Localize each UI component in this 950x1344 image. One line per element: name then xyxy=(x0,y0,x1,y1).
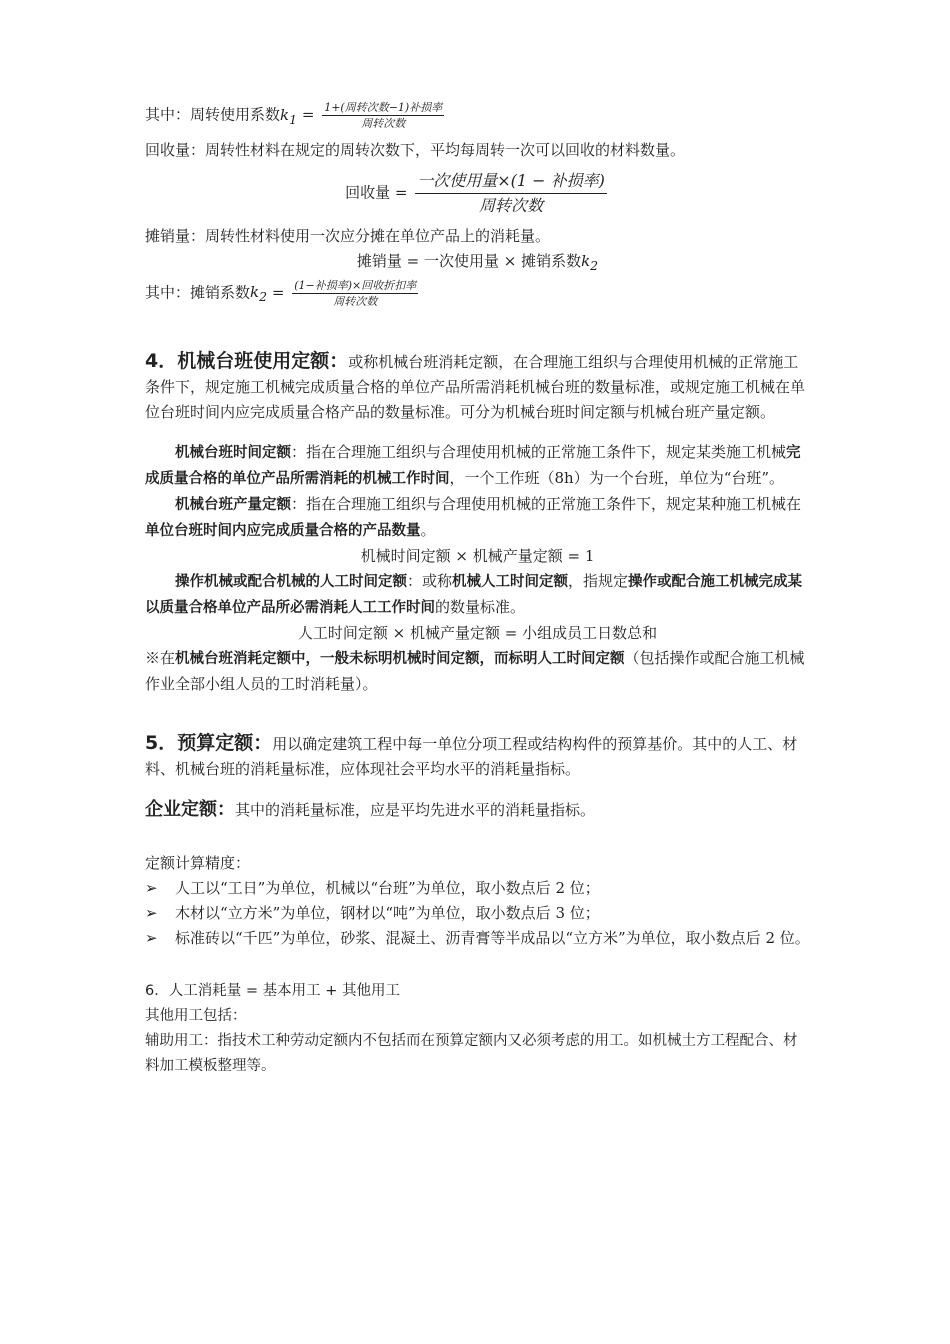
section-6-line-1: 6．人工消耗量 = 基本用工 + 其他用工 xyxy=(145,983,400,999)
note-text-1: ※在 xyxy=(145,649,176,667)
k1-symbol: $k_1$ xyxy=(280,105,298,127)
equation-2: 人工时间定额 × 机械产量定额 = 小组成员工日数总和 xyxy=(297,624,658,642)
machine-output-quota xyxy=(145,492,810,544)
enterprise-quota-heading: 企业定额： xyxy=(145,799,235,820)
k2-label: 其中：摊销系数 xyxy=(145,283,251,301)
k2-numerator: (1−补损率)×回收折扣率 xyxy=(294,278,417,292)
section-6-line-3: 辅助用工：指技术工种劳动定额内不包括而在预算定额内又必须考虑的用工。如机械土方工程配合、材料加工模板整理等。 xyxy=(145,1033,798,1074)
note-bold: 机械台班消耗定额中，一般未标明机械时间定额，而标明人工时间定额 xyxy=(175,651,625,667)
section-6 xyxy=(145,979,810,1079)
k2-fraction xyxy=(292,278,418,309)
recovery-numerator: 一次使用量×(1 − 补损率) xyxy=(415,169,607,194)
k2-symbol-2: $k_2$ xyxy=(250,283,268,304)
document-page xyxy=(145,100,810,1079)
list-item xyxy=(145,926,810,951)
list-item-text: 标准砖以“千匹”为单位，砂浆、混凝土、沥青膏等半成品以“立方米”为单位，取小数点后 2 位。 xyxy=(175,929,810,947)
section-6-line-2: 其他用工包括： xyxy=(145,1008,247,1024)
machine-time-text-2: ，一个工作班（8h）为一个台班，单位为“台班”。 xyxy=(449,469,785,487)
section-4-heading: 4．机械台班使用定额： xyxy=(145,350,349,372)
machine-time-bold: 完成质量合格的单位产品所需消耗的机械工作时间 xyxy=(145,445,801,487)
machine-output-text-2: 。 xyxy=(420,521,436,539)
list-item-text: 人工以“工日”为单位，机械以“台班”为单位，取小数点后 2 位； xyxy=(175,879,600,897)
machine-time-quota xyxy=(145,440,810,492)
amortization-formula xyxy=(145,249,810,278)
k1-denominator: 周转次数 xyxy=(361,117,406,130)
amortization-definition: 摊销量：周转性材料使用一次应分摊在单位产品上的消耗量。 xyxy=(145,226,551,245)
labor-bold-1: 机械人工时间定额 xyxy=(452,574,569,590)
list-item-text: 木材以“立方米”为单位，钢材以“吨”为单位，取小数点后 3 位； xyxy=(175,904,600,922)
k1-numerator: 1+(周转次数−1)补损率 xyxy=(324,101,443,114)
section-4-note xyxy=(145,646,810,697)
k1-formula-line xyxy=(145,100,810,132)
machine-output-term: 机械台班产量定额 xyxy=(175,497,291,513)
section-5 xyxy=(145,731,810,823)
k1-label: 其中：周转使用系数 xyxy=(145,105,281,124)
k1-fraction xyxy=(322,100,444,131)
machine-output-bold: 单位台班时间内应完成质量合格的产品数量 xyxy=(145,523,421,539)
recovery-formula xyxy=(145,169,810,218)
labor-time-quota xyxy=(145,569,810,621)
k2-symbol: $k_2$ xyxy=(581,251,599,273)
recovery-denominator: 周转次数 xyxy=(479,195,544,215)
arrow-bullet-icon: ➢ xyxy=(145,929,158,947)
list-item xyxy=(145,876,810,901)
machine-output-text-1: ：指在合理施工组织与合理使用机械的正常施工条件下，规定某种施工机械在 xyxy=(291,495,802,513)
recovery-definition: 回收量：周转性材料在规定的周转次数下，平均每周转一次可以回收的材料数量。 xyxy=(145,140,686,159)
note-text-2: （包括操作或配合施工机械作业全部小组人员的工时消耗量）。 xyxy=(145,649,805,693)
labor-text-1: ：或称 xyxy=(407,572,453,590)
section-4-intro-text: 或称机械台班消耗定额，在合理施工组织与合理使用机械的正常施工条件下，规定施工机械完成质量合格的单位产品所需消耗机械台班的数量标准，或规定施工机械在单位台班时间内应完成质量合格产品的数量标准。可分为机械台班时间定额与机械台班产量定额。 xyxy=(145,353,806,421)
section-5-heading: 5．预算定额： xyxy=(145,732,273,754)
precision-list xyxy=(145,876,810,951)
labor-time-term: 操作机械或配合机械的人工时间定额 xyxy=(175,574,407,590)
k2-formula-line xyxy=(145,278,810,310)
equals-sign-2: = xyxy=(271,283,285,301)
amortization-eq-text: 摊销量 = 一次使用量 × 摊销系数 xyxy=(356,251,582,270)
enterprise-quota-text: 其中的消耗量标准，应是平均先进水平的消耗量指标。 xyxy=(235,801,596,819)
arrow-bullet-icon: ➢ xyxy=(145,879,158,897)
arrow-bullet-icon: ➢ xyxy=(145,904,158,922)
labor-bold-2: 操作或配合施工机械完成某以质量合格单位产品所必需消耗人工工作时间 xyxy=(145,574,803,616)
recovery-lhs: 回收量 = xyxy=(345,183,408,201)
labor-text-3: 的数量标准。 xyxy=(435,598,526,616)
labor-text-2: ，指规定 xyxy=(568,572,629,590)
recovery-fraction xyxy=(415,169,607,218)
machine-time-term: 机械台班时间定额 xyxy=(175,445,291,461)
list-item xyxy=(145,901,810,926)
k2-denominator: 周转次数 xyxy=(333,294,378,308)
precision-section xyxy=(145,851,810,951)
precision-title: 定额计算精度： xyxy=(145,854,251,872)
machine-time-text-1: ：指在合理施工组织与合理使用机械的正常施工条件下，规定某类施工机械 xyxy=(291,443,787,461)
equation-1: 机械时间定额 × 机械产量定额 = 1 xyxy=(360,547,595,565)
section-4 xyxy=(145,349,810,697)
equals-sign: = xyxy=(301,105,315,124)
section-5-intro-text: 用以确定建筑工程中每一单位分项工程或结构构件的预算基价。其中的人工、材料、机械台班的消耗量标准，应体现社会平均水平的消耗量指标。 xyxy=(145,735,798,778)
